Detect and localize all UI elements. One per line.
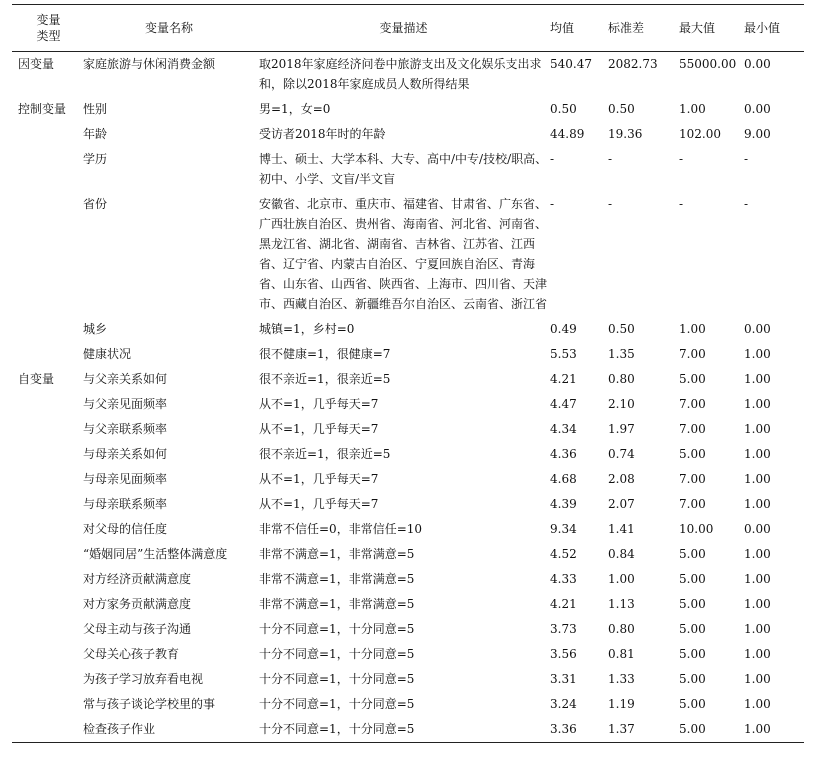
cell-min: 0.00 [744, 102, 771, 116]
table-row [12, 147, 804, 192]
cell-max: 10.00 [679, 522, 714, 536]
header-max: 最大值 [677, 5, 742, 52]
cell-max: 5.00 [677, 717, 742, 743]
table-row [12, 97, 804, 122]
cell-variable-name: 对方经济贡献满意度 [83, 572, 192, 586]
cell-variable-type [12, 717, 79, 743]
cell-min: 1.00 [744, 372, 771, 386]
cell-std-dev: 1.41 [608, 522, 635, 536]
cell-std-dev: 1.35 [608, 347, 635, 361]
table-row [12, 592, 804, 617]
cell-std-dev: 1.97 [608, 422, 635, 436]
cell-variable-description: 取2018年家庭经济问卷中旅游支出及文化娱乐支出求和，除以2018年家庭成员人数所得结果 [259, 57, 542, 91]
cell-variable-name: 省份 [83, 197, 108, 211]
cell-variable-name: 对方家务贡献满意度 [83, 597, 192, 611]
cell-variable-type [12, 122, 79, 147]
table-row [12, 667, 804, 692]
cell-max: 7.00 [679, 347, 706, 361]
header-variable-name: 变量名称 [79, 5, 259, 52]
cell-min: 1.00 [744, 472, 771, 486]
cell-min: 1.00 [742, 717, 804, 743]
table-row [12, 442, 804, 467]
cell-variable-type [12, 192, 79, 317]
table-row [12, 467, 804, 492]
cell-variable-name: 与父亲关系如何 [83, 372, 168, 386]
cell-variable-name: 与母亲见面频率 [83, 472, 168, 486]
cell-std-dev: 2082.73 [608, 57, 658, 71]
table-body [12, 52, 804, 743]
cell-variable-description: 从不=1，几乎每天=7 [259, 497, 379, 511]
cell-variable-type [12, 642, 79, 667]
cell-min: 1.00 [744, 447, 771, 461]
cell-variable-description: 安徽省、北京市、重庆市、福建省、甘肃省、广东省、广西壮族自治区、贵州省、海南省、河北省、河南省、黑龙江省、湖北省、湖南省、吉林省、江苏省、江西省、辽宁省、内蒙古自治区、宁夏回族自治区、青海省、山东省、山西省、陕西省、上海市、四川省、天津市、西藏自治区、新疆维吾尔自治区、云南省、浙江省 [259, 197, 548, 311]
cell-max: 5.00 [679, 622, 706, 636]
cell-std-dev: 2.07 [608, 497, 635, 511]
cell-variable-name: 与父亲联系频率 [83, 422, 168, 436]
cell-variable-description: 非常不满意=1，非常满意=5 [259, 597, 415, 611]
cell-variable-description: 很不健康=1，很健康=7 [259, 347, 391, 361]
cell-variable-name: 与母亲联系频率 [83, 497, 168, 511]
table-row [12, 192, 804, 317]
cell-min: 1.00 [744, 597, 771, 611]
cell-variable-description: 很不亲近=1，很亲近=5 [259, 447, 391, 461]
table-header-row [12, 5, 804, 52]
cell-std-dev: 0.80 [608, 622, 635, 636]
table-row [12, 692, 804, 717]
table-row [12, 417, 804, 442]
cell-min: 1.00 [744, 547, 771, 561]
cell-variable-type [12, 517, 79, 542]
cell-mean: 4.36 [550, 447, 577, 461]
cell-variable-description: 十分不同意=1，十分同意=5 [259, 647, 415, 661]
cell-mean: 540.47 [550, 57, 592, 71]
cell-max: 102.00 [679, 127, 721, 141]
cell-std-dev: 0.84 [608, 547, 635, 561]
variable-statistics-table [12, 4, 804, 743]
header-variable-description: 变量描述 [259, 5, 548, 52]
cell-mean: 4.21 [550, 372, 577, 386]
cell-min: - [744, 152, 749, 166]
cell-variable-type [12, 567, 79, 592]
table-row [12, 617, 804, 642]
cell-variable-type [12, 467, 79, 492]
cell-variable-name: “婚姻同居”生活整体满意度 [83, 547, 228, 561]
cell-max: - [679, 197, 684, 211]
cell-mean: 3.24 [550, 697, 577, 711]
cell-variable-name: 城乡 [83, 322, 108, 336]
cell-min: 0.00 [744, 322, 771, 336]
cell-std-dev: 0.50 [608, 102, 635, 116]
table-row [12, 317, 804, 342]
cell-min: 1.00 [744, 347, 771, 361]
cell-std-dev: 19.36 [608, 127, 643, 141]
cell-std-dev: 1.37 [606, 717, 677, 743]
cell-variable-type [12, 592, 79, 617]
cell-max: - [679, 152, 684, 166]
cell-min: 9.00 [744, 127, 771, 141]
cell-max: 7.00 [679, 422, 706, 436]
cell-std-dev: 0.81 [608, 647, 635, 661]
cell-variable-name: 常与孩子谈论学校里的事 [83, 697, 216, 711]
cell-variable-name: 为孩子学习放弃看电视 [83, 672, 204, 686]
cell-variable-name: 健康状况 [83, 347, 132, 361]
cell-max: 1.00 [679, 322, 706, 336]
cell-max: 5.00 [679, 672, 706, 686]
cell-min: 1.00 [744, 647, 771, 661]
table-row [12, 367, 804, 392]
cell-max: 5.00 [679, 647, 706, 661]
table-row [12, 717, 804, 743]
cell-std-dev: 1.00 [608, 572, 635, 586]
cell-min: 1.00 [744, 397, 771, 411]
cell-min: 1.00 [744, 622, 771, 636]
table-row [12, 52, 804, 98]
cell-min: 0.00 [744, 522, 771, 536]
cell-variable-type: 控制变量 [18, 102, 67, 116]
cell-variable-description: 非常不满意=1，非常满意=5 [259, 547, 415, 561]
table-row [12, 122, 804, 147]
cell-variable-description: 受访者2018年时的年龄 [259, 127, 386, 141]
cell-mean: 4.33 [550, 572, 577, 586]
cell-variable-description: 十分不同意=1，十分同意=5 [259, 672, 415, 686]
cell-variable-name: 学历 [83, 152, 108, 166]
header-mean: 均值 [548, 5, 606, 52]
cell-min: 1.00 [744, 697, 771, 711]
cell-std-dev: 0.80 [608, 372, 635, 386]
cell-std-dev: 1.19 [608, 697, 635, 711]
cell-min: 0.00 [744, 57, 771, 71]
cell-variable-type [12, 492, 79, 517]
cell-mean: 4.34 [550, 422, 577, 436]
cell-mean: - [550, 152, 555, 166]
cell-variable-name: 年龄 [83, 127, 108, 141]
cell-mean: 9.34 [550, 522, 577, 536]
cell-std-dev: 2.08 [608, 472, 635, 486]
cell-variable-type: 自变量 [18, 372, 55, 386]
cell-variable-name: 父母关心孩子教育 [83, 647, 180, 661]
cell-mean: 3.73 [550, 622, 577, 636]
cell-variable-type [12, 392, 79, 417]
cell-variable-type [12, 542, 79, 567]
cell-variable-description: 从不=1，几乎每天=7 [259, 397, 379, 411]
cell-mean: - [550, 197, 555, 211]
cell-max: 5.00 [679, 447, 706, 461]
table-row [12, 517, 804, 542]
cell-std-dev: 1.33 [608, 672, 635, 686]
cell-mean: 4.47 [550, 397, 577, 411]
table-row [12, 542, 804, 567]
cell-variable-description: 从不=1，几乎每天=7 [259, 472, 379, 486]
cell-max: 5.00 [679, 372, 706, 386]
cell-variable-name: 对父母的信任度 [83, 522, 168, 536]
cell-variable-type: 因变量 [18, 57, 55, 71]
cell-variable-name: 父母主动与孩子沟通 [83, 622, 192, 636]
header-variable-type-text: 变量 类型 [36, 13, 61, 43]
header-variable-type [12, 5, 79, 52]
table-row [12, 492, 804, 517]
cell-min: 1.00 [744, 572, 771, 586]
table-row [12, 567, 804, 592]
cell-variable-description: 十分不同意=1，十分同意=5 [259, 697, 415, 711]
cell-variable-description: 城镇=1，乡村=0 [259, 322, 355, 336]
cell-variable-description: 男=1，女=0 [259, 102, 331, 116]
cell-max: 5.00 [679, 697, 706, 711]
cell-mean: 4.52 [550, 547, 577, 561]
cell-variable-type [12, 342, 79, 367]
cell-mean: 0.49 [550, 322, 577, 336]
cell-variable-description: 十分不同意=1，十分同意=5 [259, 622, 415, 636]
cell-variable-description: 从不=1，几乎每天=7 [259, 422, 379, 436]
cell-variable-description: 博士、硕士、大学本科、大专、高中/中专/技校/职高、初中、小学、文盲/半文盲 [259, 152, 548, 186]
cell-mean: 4.39 [550, 497, 577, 511]
cell-std-dev: 1.13 [608, 597, 635, 611]
cell-max: 5.00 [679, 597, 706, 611]
cell-variable-description: 非常不满意=1，非常满意=5 [259, 572, 415, 586]
cell-min: 1.00 [744, 422, 771, 436]
cell-variable-name: 性别 [83, 102, 108, 116]
cell-std-dev: - [608, 197, 613, 211]
cell-mean: 0.50 [550, 102, 577, 116]
cell-variable-name: 检查孩子作业 [79, 717, 259, 743]
cell-variable-description: 很不亲近=1，很亲近=5 [259, 372, 391, 386]
cell-variable-type [12, 667, 79, 692]
cell-variable-type [12, 442, 79, 467]
cell-variable-type [12, 617, 79, 642]
cell-max: 5.00 [679, 572, 706, 586]
cell-max: 55000.00 [679, 57, 737, 71]
cell-mean: 3.36 [548, 717, 606, 743]
cell-variable-description: 非常不信任=0，非常信任=10 [259, 522, 423, 536]
cell-mean: 44.89 [550, 127, 585, 141]
cell-variable-type [12, 317, 79, 342]
table-row [12, 342, 804, 367]
cell-max: 7.00 [679, 397, 706, 411]
cell-min: 1.00 [744, 672, 771, 686]
cell-variable-type [12, 417, 79, 442]
cell-std-dev: 2.10 [608, 397, 635, 411]
cell-std-dev: - [608, 152, 613, 166]
cell-variable-name: 与母亲关系如何 [83, 447, 168, 461]
cell-mean: 3.31 [550, 672, 577, 686]
cell-max: 7.00 [679, 472, 706, 486]
cell-variable-type [12, 147, 79, 192]
cell-variable-name: 与父亲见面频率 [83, 397, 168, 411]
cell-min: 1.00 [744, 497, 771, 511]
table-row [12, 642, 804, 667]
cell-mean: 4.21 [550, 597, 577, 611]
table-row [12, 392, 804, 417]
cell-mean: 5.53 [550, 347, 577, 361]
cell-max: 1.00 [679, 102, 706, 116]
cell-std-dev: 0.74 [608, 447, 635, 461]
cell-mean: 4.68 [550, 472, 577, 486]
cell-std-dev: 0.50 [608, 322, 635, 336]
cell-max: 7.00 [679, 497, 706, 511]
cell-min: - [744, 197, 749, 211]
header-std-dev: 标准差 [606, 5, 677, 52]
cell-variable-description: 十分不同意=1，十分同意=5 [259, 717, 548, 743]
cell-mean: 3.56 [550, 647, 577, 661]
cell-variable-name: 家庭旅游与休闲消费金额 [83, 57, 216, 71]
header-min: 最小值 [742, 5, 804, 52]
cell-variable-type [12, 692, 79, 717]
cell-max: 5.00 [679, 547, 706, 561]
